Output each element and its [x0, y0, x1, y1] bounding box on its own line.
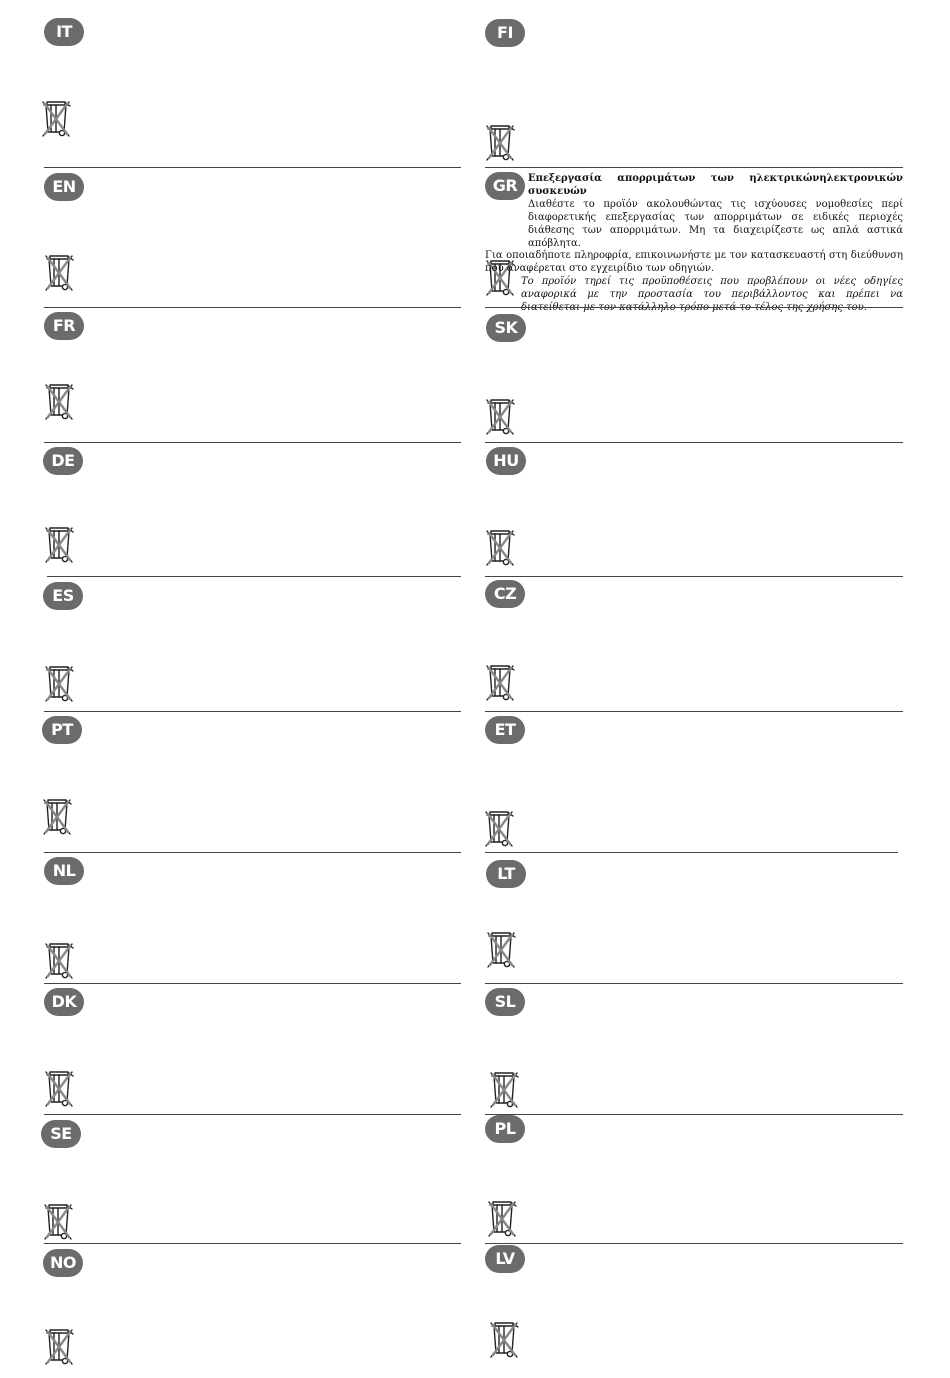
crossed-out-wheelie-bin-icon	[43, 1069, 75, 1109]
crossed-out-wheelie-bin-icon	[488, 1320, 520, 1360]
section-divider	[44, 167, 461, 168]
section-divider	[485, 1243, 903, 1244]
section-divider	[44, 983, 461, 984]
language-badge-et: ET	[485, 716, 525, 744]
crossed-out-wheelie-bin-icon	[43, 941, 75, 981]
language-badge-dk: DK	[44, 988, 84, 1016]
section-divider	[44, 711, 461, 712]
language-badge-hu: HU	[486, 447, 526, 475]
crossed-out-wheelie-bin-icon	[483, 809, 515, 849]
language-badge-sk: SK	[486, 314, 526, 342]
section-divider	[485, 167, 903, 168]
language-badge-de: DE	[43, 447, 83, 475]
section-divider	[44, 442, 461, 443]
section-divider	[44, 1114, 461, 1115]
section-divider	[44, 852, 461, 853]
language-badge-en: EN	[44, 173, 84, 201]
language-badge-cz: CZ	[485, 580, 525, 608]
section-divider	[485, 442, 903, 443]
crossed-out-wheelie-bin-icon	[43, 1327, 75, 1367]
section-divider	[485, 1114, 903, 1115]
crossed-out-wheelie-bin-icon	[43, 382, 75, 422]
language-badge-gr: GR	[485, 172, 525, 200]
language-badge-es: ES	[43, 582, 83, 610]
section-divider	[47, 576, 461, 577]
language-badge-no: NO	[43, 1249, 83, 1277]
crossed-out-wheelie-bin-icon	[486, 1199, 518, 1239]
language-badge-pt: PT	[42, 716, 82, 744]
crossed-out-wheelie-bin-icon	[43, 253, 75, 293]
language-badge-lv: LV	[485, 1245, 525, 1273]
section-divider	[44, 1243, 461, 1244]
gr-notice-paragraph-3: Το προϊόν τηρεί τις προϋποθέσεις που προβλέπουν οι νέες οδηγίες αναφορικά με την προστασία του περιβάλλοντος και πρέπει να διατείθεται με τον κατάλληλο τρόπο μετά το τέλος της χρήσης του.	[521, 276, 903, 314]
crossed-out-wheelie-bin-icon	[484, 663, 516, 703]
crossed-out-wheelie-bin-icon	[41, 797, 73, 837]
crossed-out-wheelie-bin-icon	[42, 1202, 74, 1242]
section-divider	[44, 307, 461, 308]
language-badge-it: IT	[44, 18, 84, 46]
gr-notice-title: Επεξεργασία απορριμάτων των ηλεκτρικώνηλεκτρονικών συσκευών	[528, 173, 903, 197]
section-divider	[485, 983, 903, 984]
language-badge-nl: NL	[44, 857, 84, 885]
section-divider	[485, 307, 903, 308]
language-badge-sl: SL	[485, 988, 525, 1016]
crossed-out-wheelie-bin-icon	[40, 99, 72, 139]
language-badge-se: SE	[41, 1120, 81, 1148]
crossed-out-wheelie-bin-icon	[484, 528, 516, 568]
crossed-out-wheelie-bin-icon	[485, 930, 517, 970]
section-divider	[485, 852, 898, 853]
gr-notice-paragraph-1: Διαθέστε το προϊόν ακολουθώντας τις ισχύουσες νομοθεσίες περί διαφορετικής επεξεργασίας των απορριμάτων σε ειδικές περιοχές διάθεσης των απορριμάτων. Μη τα διαχειρίζεστε ως απλά αστικά απόβλητα.	[528, 198, 903, 249]
language-badge-fr: FR	[44, 312, 84, 340]
section-divider	[485, 711, 903, 712]
crossed-out-wheelie-bin-icon	[43, 525, 75, 565]
gr-notice-paragraph-2: Για οποιαδήποτε πληροφρία, επικοινωνήστε με τον κατασκευαστή στη διεύθυνση που αναφέρεται στο εγχειρίδιο των οδηγιών.	[485, 250, 903, 275]
crossed-out-wheelie-bin-icon	[484, 397, 516, 437]
language-badge-pl: PL	[485, 1115, 525, 1143]
crossed-out-wheelie-bin-icon	[484, 123, 516, 163]
language-badge-fi: FI	[485, 19, 525, 47]
gr-weee-notice	[485, 173, 903, 315]
crossed-out-wheelie-bin-icon	[43, 664, 75, 704]
language-badge-lt: LT	[486, 860, 526, 888]
crossed-out-wheelie-bin-icon	[488, 1070, 520, 1110]
section-divider	[485, 576, 903, 577]
